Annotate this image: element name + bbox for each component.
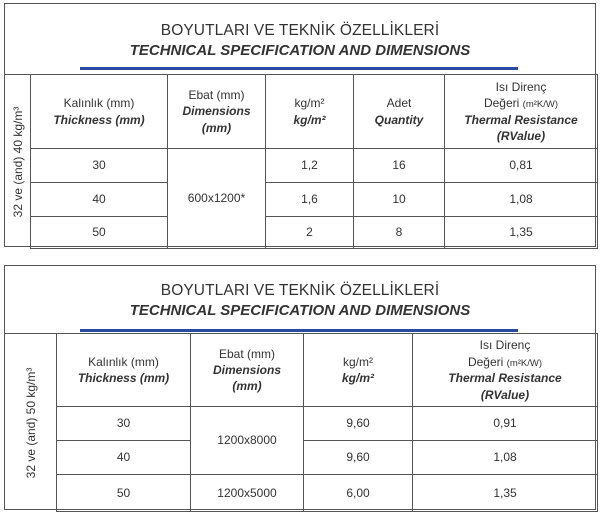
header-row xyxy=(31,75,598,149)
title-english: TECHNICAL SPECIFICATION AND DIMENSIONS xyxy=(129,42,471,59)
cell-kg: 1,2 xyxy=(266,149,354,183)
header-dim-tr: Ebat (mm) xyxy=(188,88,245,103)
cell-thickness: 50 xyxy=(57,475,191,512)
table-row xyxy=(31,217,598,249)
header-resistance xyxy=(445,75,598,149)
spec-grid-1 xyxy=(30,74,598,249)
header-thickness-en: Thickness (mm) xyxy=(53,112,145,127)
header-thickness-tr: Kalınlık (mm) xyxy=(88,354,159,369)
header-thickness xyxy=(57,334,191,407)
header-dim-unit: (mm) xyxy=(232,379,262,394)
header-row xyxy=(57,334,598,407)
title-turkish: BOYUTLARI VE TEKNİK ÖZELLİKLERİ xyxy=(160,282,440,299)
header-kg-en: kg/m² xyxy=(293,112,326,127)
header-weight xyxy=(266,75,354,149)
cell-dimension: 1200x8000 xyxy=(191,407,304,475)
cell-kg: 2 xyxy=(266,217,354,249)
table-row xyxy=(31,183,598,217)
cell-dimension: 600x1200* xyxy=(168,149,266,249)
density-label-cell xyxy=(5,74,31,248)
accent-underline xyxy=(80,329,518,332)
header-dim-en: Dimensions xyxy=(182,104,251,119)
table-2-title xyxy=(5,282,595,319)
header-dimensions xyxy=(168,75,266,149)
cell-rvalue: 1,35 xyxy=(445,217,598,249)
cell-kg: 9,60 xyxy=(304,441,413,475)
cell-rvalue: 1,08 xyxy=(413,441,598,475)
header-res-unit: (m²K/W) xyxy=(522,99,559,110)
cell-thickness: 40 xyxy=(31,183,168,217)
spec-table-1 xyxy=(4,3,596,247)
table-1-title xyxy=(5,22,595,59)
header-res-tr2: Değeri xyxy=(467,354,504,369)
header-dimensions xyxy=(191,334,304,407)
density-label: 32 ve (and) 40 kg/m³ xyxy=(10,106,25,217)
header-weight xyxy=(304,334,413,407)
header-res-tr1: Isı Direnç xyxy=(479,338,531,353)
header-qty-tr: Adet xyxy=(386,96,412,111)
table-row xyxy=(57,475,598,512)
cell-qty: 10 xyxy=(354,183,445,217)
header-res-tr1: Isı Direnç xyxy=(495,79,547,94)
header-res-tr2: Değeri xyxy=(483,96,520,110)
header-kg-en: kg/m² xyxy=(341,371,374,385)
header-res-en1: Thermal Resistance xyxy=(464,112,578,127)
cell-kg: 1,6 xyxy=(266,183,354,217)
header-dim-unit: (mm) xyxy=(201,120,232,135)
header-kg-tr: kg/m² xyxy=(343,354,373,369)
header-dim-tr: Ebat (mm) xyxy=(218,346,275,361)
spec-grid-2 xyxy=(56,333,598,512)
density-label-cell xyxy=(5,333,57,511)
cell-thickness: 50 xyxy=(31,217,168,249)
title-turkish: BOYUTLARI VE TEKNİK ÖZELLİKLERİ xyxy=(160,22,440,39)
header-kg-tr: kg/m² xyxy=(294,96,325,111)
cell-kg: 9,60 xyxy=(304,407,413,441)
header-resistance xyxy=(413,334,598,407)
header-quantity xyxy=(354,75,445,149)
cell-rvalue: 0,81 xyxy=(445,149,598,183)
header-thickness xyxy=(31,75,168,149)
cell-rvalue: 1,35 xyxy=(413,475,598,512)
spec-table-2 xyxy=(4,265,596,510)
cell-thickness: 30 xyxy=(57,407,191,441)
title-english: TECHNICAL SPECIFICATION AND DIMENSIONS xyxy=(129,302,471,319)
header-thickness-en: Thickness (mm) xyxy=(77,371,170,385)
header-res-en2: (RValue) xyxy=(480,387,530,402)
header-res-en1: Thermal Resistance xyxy=(448,371,562,386)
cell-dimension: 1200x5000 xyxy=(191,475,304,512)
accent-underline xyxy=(80,67,518,70)
cell-thickness: 30 xyxy=(31,149,168,183)
density-label: 32 ve (and) 50 kg/m³ xyxy=(23,367,38,478)
table-row xyxy=(31,149,598,183)
header-res-unit: (m²K/W) xyxy=(506,357,543,369)
cell-kg: 6,00 xyxy=(304,475,413,512)
table-row xyxy=(57,441,598,475)
table-row xyxy=(57,407,598,441)
header-thickness-tr: Kalınlık (mm) xyxy=(63,96,135,111)
cell-qty: 16 xyxy=(354,149,445,183)
header-qty-en: Quantity xyxy=(374,112,424,127)
cell-qty: 8 xyxy=(354,217,445,249)
cell-thickness: 40 xyxy=(57,441,191,475)
header-res-en2: (RValue) xyxy=(496,129,546,143)
cell-rvalue: 1,08 xyxy=(445,183,598,217)
cell-rvalue: 0,91 xyxy=(413,407,598,441)
header-dim-en: Dimensions xyxy=(212,362,281,377)
